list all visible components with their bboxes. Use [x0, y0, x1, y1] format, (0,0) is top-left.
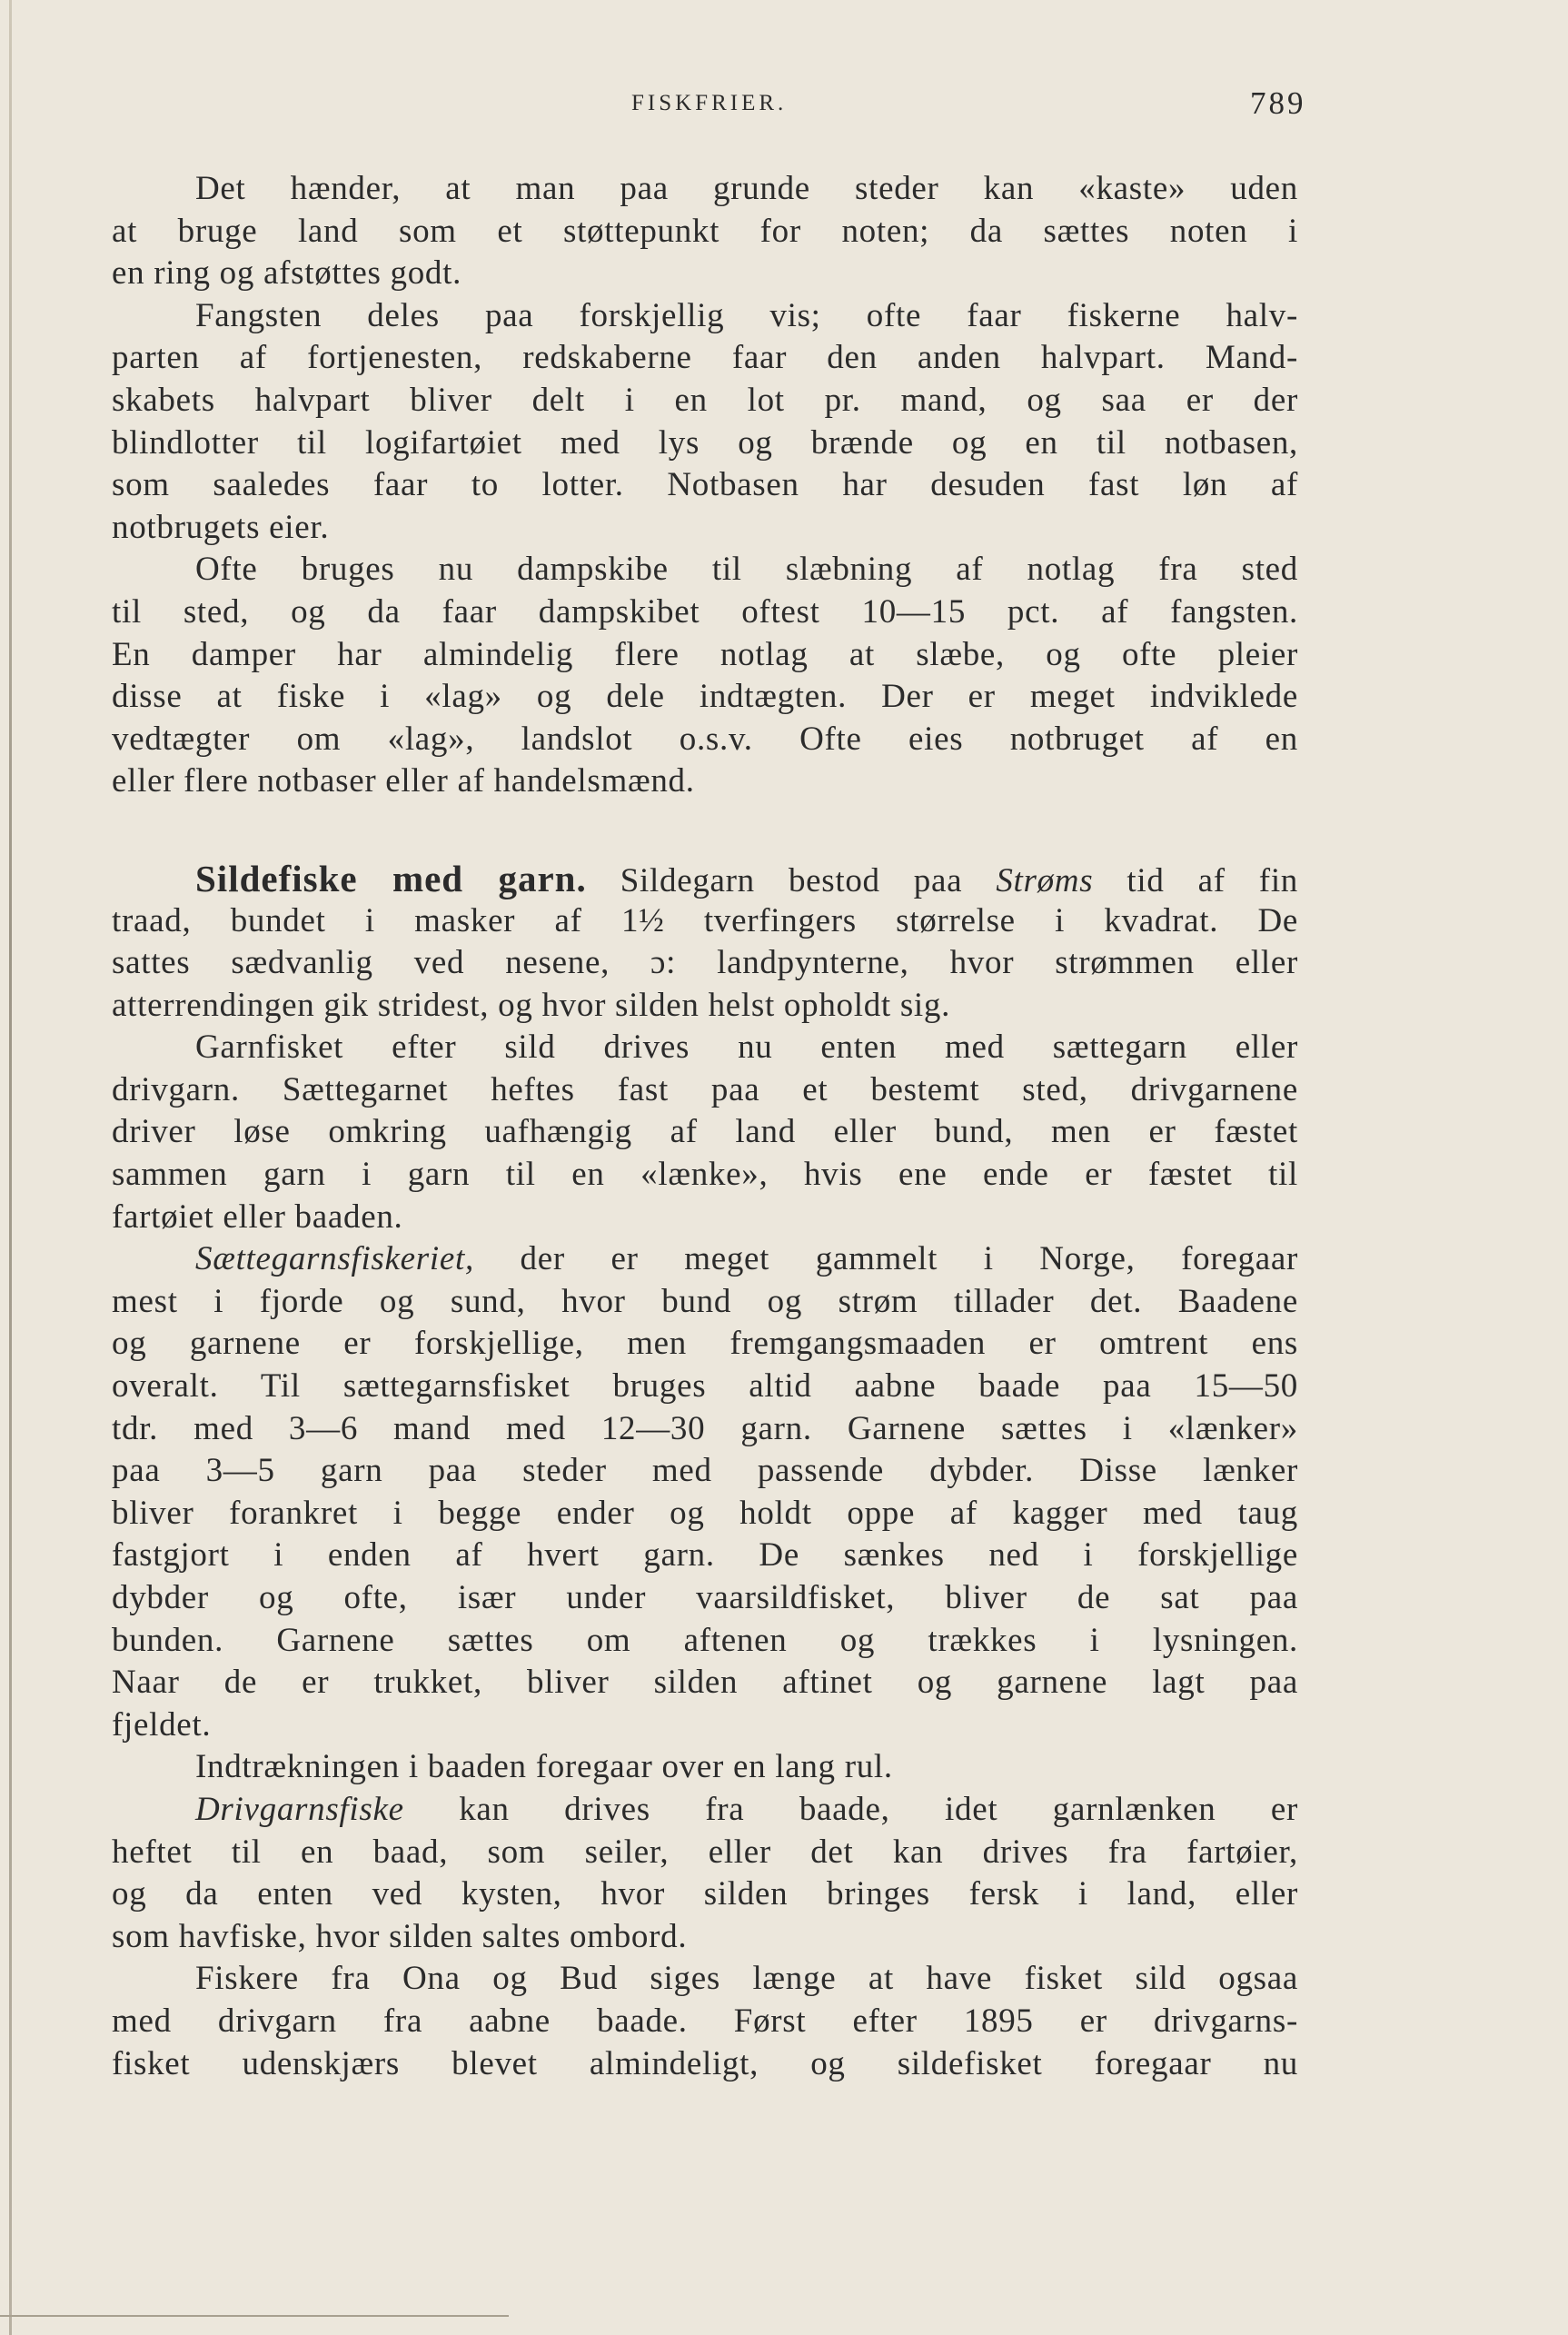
text-line: paa 3—5 garn paa steder med passende dybder. Disse lænker: [112, 1452, 1298, 1490]
text-line: [112, 858, 1298, 900]
text-line: notbrugets eier.: [112, 508, 330, 546]
text-line: driver løse omkring uafhængig af land eller bund, men er fæstet: [112, 1113, 1298, 1151]
inline-text: Sildegarn bestod paa: [586, 861, 997, 899]
italic-term: Drivgarnsfiske: [195, 1790, 404, 1828]
text-line: en ring og afstøttes godt.: [112, 254, 462, 293]
running-head-title: FISKFRIER.: [631, 91, 788, 115]
paragraph-3: [112, 549, 1298, 803]
text-line: og da enten ved kysten, hvor silden bringes fersk i land, eller: [112, 1875, 1298, 1913]
text-line: fastgjort i enden af hvert garn. De sænkes ned i forskjellige: [112, 1536, 1298, 1575]
section-gap: [112, 803, 1298, 858]
text-line: mest i fjorde og sund, hvor bund og strøm tillader det. Baadene: [112, 1282, 1298, 1320]
text-line: dybder og ofte, især under vaarsildfisket, bliver de sat paa: [112, 1579, 1298, 1616]
text-line: blindlotter til logifartøiet med lys og brænde og en til notbasen,: [112, 423, 1298, 462]
text-line: Det hænder, at man paa grunde steder kan «kaste» uden: [195, 170, 1298, 207]
text-line: skabets halvpart bliver delt i en lot pr. mand, og saa er der: [112, 381, 1298, 419]
inline-text: tid af fin: [1093, 861, 1298, 899]
page-binding-edge: [9, 0, 12, 2335]
running-head: [0, 85, 1568, 127]
text-line: atterrendingen gik stridest, og hvor silden helst opholdt sig.: [112, 986, 951, 1024]
paragraph-2: [112, 295, 1298, 550]
paragraph-1: [112, 168, 1298, 295]
inline-text: kan drives fra baade, idet garnlænken er: [403, 1790, 1298, 1828]
text-line: Naar de er trukket, bliver silden aftinet og garnene lagt paa: [112, 1664, 1298, 1702]
paragraph-9: [112, 1958, 1298, 2085]
text-line: med drivgarn fra aabne baade. Først efter 1895 er drivgarns-: [112, 2002, 1298, 2040]
text-line: at bruge land som et støttepunkt for noten; da sættes noten i: [112, 212, 1298, 250]
text-line: fjeldet.: [112, 1705, 212, 1744]
text-line: Garnfisket efter sild drives nu enten med sættegarn eller: [195, 1028, 1298, 1067]
text-line: fisket udenskjærs blevet almindeligt, og sildefisket foregaar nu: [112, 2044, 1298, 2082]
paragraph-6: [112, 1238, 1298, 1746]
paragraph-5: [112, 1027, 1298, 1238]
text-line: som havfiske, hvor silden saltes ombord.: [112, 1917, 688, 1955]
text-line: tdr. med 3—6 mand med 12—30 garn. Garnene sættes i «lænker»: [112, 1409, 1298, 1447]
text-line: heftet til en baad, som seiler, eller det kan drives fra fartøier,: [112, 1833, 1298, 1871]
italic-term: Sættegarnsfiskeriet,: [195, 1240, 474, 1278]
text-line: traad, bundet i masker af 1½ tverfingers størrelse i kvadrat. De: [112, 901, 1298, 939]
paragraph-section-heading: [112, 858, 1298, 1027]
text-line: sattes sædvanlig ved nesene, ɔ: landpynterne, hvor strømmen eller: [112, 944, 1298, 982]
text-line: og garnene er forskjellige, men fremgangsmaaden er omtrent ens: [112, 1325, 1298, 1363]
text-line: En damper har almindelig flere notlag at slæbe, og ofte pleier: [112, 635, 1298, 673]
text-line: [112, 1789, 1298, 1832]
body-text: [112, 168, 1298, 2085]
text-line: bunden. Garnene sættes om aftenen og trækkes i lysningen.: [112, 1621, 1298, 1659]
text-line: sammen garn i garn til en «lænke», hvis ene ende er fæstet til: [112, 1156, 1298, 1194]
text-line: Ofte bruges nu dampskibe til slæbning af notlag fra sted: [195, 551, 1298, 589]
text-line: vedtægter om «lag», landslot o.s.v. Ofte eies notbruget af en: [112, 720, 1298, 758]
page-number: 789: [1250, 85, 1306, 121]
text-line: som saaledes faar to lotter. Notbasen har desuden fast løn af: [112, 466, 1298, 504]
text-line: eller flere notbaser eller af handelsmænd.: [112, 762, 695, 800]
text-line: til sted, og da faar dampskibet oftest 10—15 pct. af fangsten.: [112, 592, 1298, 631]
text-line: overalt. Til sættegarnsfisket bruges altid aabne baade paa 15—50: [112, 1367, 1298, 1406]
text-line: disse at fiske i «lag» og dele indtægten. Der er meget indviklede: [112, 678, 1298, 716]
text-line: parten af fortjenesten, redskaberne faar den anden halvpart. Mand-: [112, 339, 1298, 377]
section-heading: Sildefiske med garn.: [195, 857, 587, 899]
text-line: Indtrækningen i baaden foregaar over en lang rul.: [195, 1748, 893, 1786]
text-line: Fiskere fra Ona og Bud siges længe at have fisket sild ogsaa: [195, 1960, 1298, 1998]
text-line: drivgarn. Sættegarnet heftes fast paa et bestemt sted, drivgarnene: [112, 1070, 1298, 1108]
bottom-rule: [0, 2315, 509, 2317]
text-line: bliver forankret i begge ender og holdt oppe af kagger med taug: [112, 1494, 1298, 1532]
paragraph-8: [112, 1789, 1298, 1958]
italic-name: Strøms: [996, 861, 1094, 899]
text-line: Fangsten deles paa forskjellig vis; ofte faar fiskerne halv-: [195, 296, 1298, 334]
text-line: fartøiet eller baaden.: [112, 1197, 403, 1236]
inline-text: der er meget gammelt i Norge, foregaar: [473, 1240, 1298, 1278]
paragraph-7: [112, 1746, 1298, 1789]
text-line: [112, 1238, 1298, 1281]
